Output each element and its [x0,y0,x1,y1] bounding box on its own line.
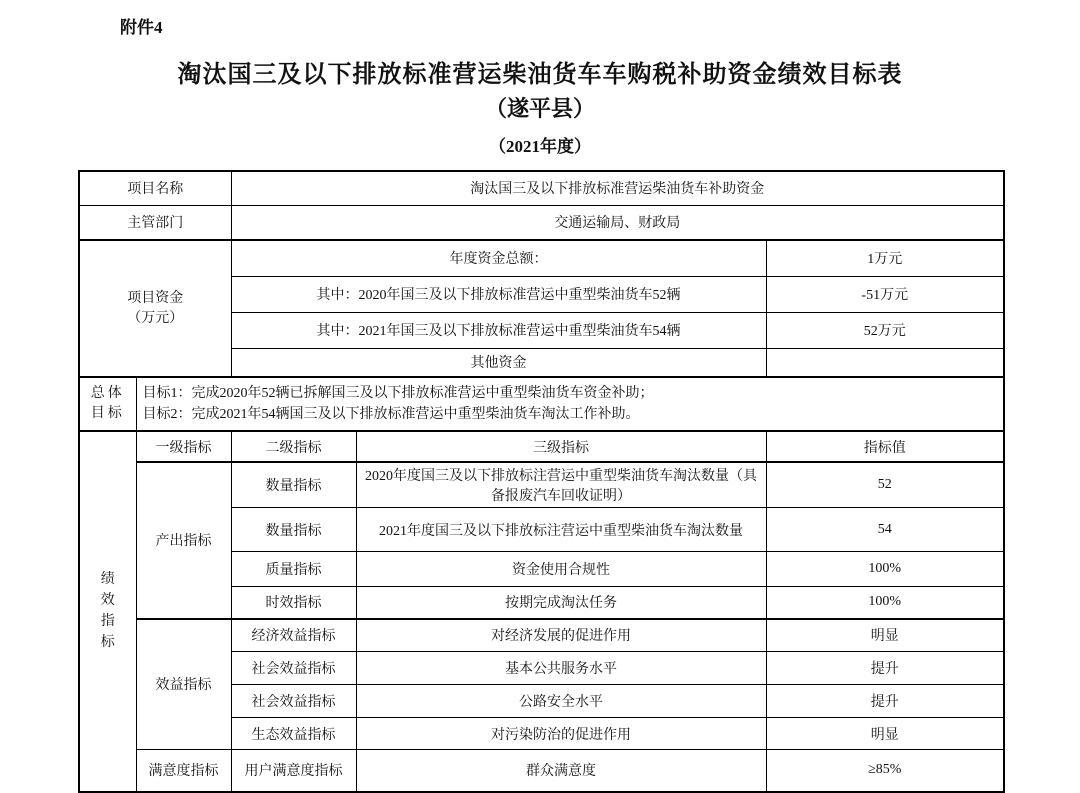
indicator-row [79,619,1004,652]
funds-value: -51万元 [766,276,1004,312]
funds-value: 1万元 [766,240,1004,276]
level2-cell: 社会效益指标 [231,685,356,718]
project-name-label: 项目名称 [79,171,231,205]
page-period: （2021年度） [489,137,591,156]
page-title: 淘汰国三及以下排放标准营运柴油货车车购税补助资金绩效目标表 [177,62,903,88]
overall-goal-label [79,377,136,431]
indicator-row [79,750,1004,792]
value-cell: 明显 [766,718,1004,750]
department-label: 主管部门 [79,205,231,240]
table-row [79,171,1004,205]
level1-benefit: 效益指标 [136,619,231,750]
funds-item: 其中：2021年国三及以下排放标准营运中重型柴油货车54辆 [231,312,766,348]
level3-cell: 公路安全水平 [356,685,766,718]
funds-label-line2: （万元） [127,310,184,326]
level3-cell: 按期完成淘汰任务 [356,587,766,619]
value-cell: 明显 [766,619,1004,652]
level2-cell: 数量指标 [231,508,356,552]
level2-cell: 质量指标 [231,552,356,587]
indicator-row [79,462,1004,508]
level2-cell: 生态效益指标 [231,718,356,750]
level3-cell: 基本公共服务水平 [356,652,766,685]
performance-target-table [78,170,1005,793]
indicator-header-row [79,431,1004,462]
header-level2: 二级指标 [231,431,356,462]
funds-item: 其中：2020年国三及以下排放标准营运中重型柴油货车52辆 [231,276,766,312]
level3-cell: 资金使用合规性 [356,552,766,587]
department-value: 交通运输局、财政局 [231,205,1004,240]
header-level3: 三级指标 [356,431,766,462]
page-subtitle-county: （遂平县） [484,96,595,121]
level3-cell: 2021年度国三及以下排放标注营运中重型柴油货车淘汰数量 [356,508,766,552]
value-cell: ≥85% [766,750,1004,792]
overall-goal-text [136,377,1004,431]
project-name-value: 淘汰国三及以下排放标准营运柴油货车补助资金 [231,171,1004,205]
funds-value [766,348,1004,377]
level1-output: 产出指标 [136,462,231,619]
header-level1: 一级指标 [136,431,231,462]
goal-2: 目标2：完成2021年54辆国三及以下排放标准营运中重型柴油货车淘汰工作补助。 [142,407,640,422]
table-row [79,205,1004,240]
funds-item: 其他资金 [231,348,766,377]
level2-cell: 经济效益指标 [231,619,356,652]
overall-goal-label-line1: 总体 [90,386,125,401]
level1-satisfaction: 满意度指标 [136,750,231,792]
value-cell: 100% [766,552,1004,587]
funds-item: 年度资金总额： [231,240,766,276]
level2-cell: 时效指标 [231,587,356,619]
level3-cell: 对污染防治的促进作用 [356,718,766,750]
value-cell: 100% [766,587,1004,619]
attachment-label: 附件4 [120,18,163,37]
level2-cell: 社会效益指标 [231,652,356,685]
value-cell: 52 [766,462,1004,508]
level3-cell: 对经济发展的促进作用 [356,619,766,652]
header-value: 指标值 [766,431,1004,462]
funds-label [79,240,231,377]
table-row [79,240,1004,276]
indicators-section-label: 绩 效 指 标 [79,431,136,792]
funds-label-line1: 项目资金 [127,290,184,306]
goal-1: 目标1：完成2020年52辆已拆解国三及以下排放标准营运中重型柴油货车资金补助； [142,386,654,401]
overall-goal-label-line2: 目标 [90,406,125,421]
table-row [79,377,1004,431]
level3-cell: 群众满意度 [356,750,766,792]
level2-cell: 用户满意度指标 [231,750,356,792]
level2-cell: 数量指标 [231,462,356,508]
funds-value: 52万元 [766,312,1004,348]
value-cell: 54 [766,508,1004,552]
value-cell: 提升 [766,652,1004,685]
level3-cell: 2020年度国三及以下排放标注营运中重型柴油货车淘汰数量（具备报废汽车回收证明） [356,462,766,508]
value-cell: 提升 [766,685,1004,718]
